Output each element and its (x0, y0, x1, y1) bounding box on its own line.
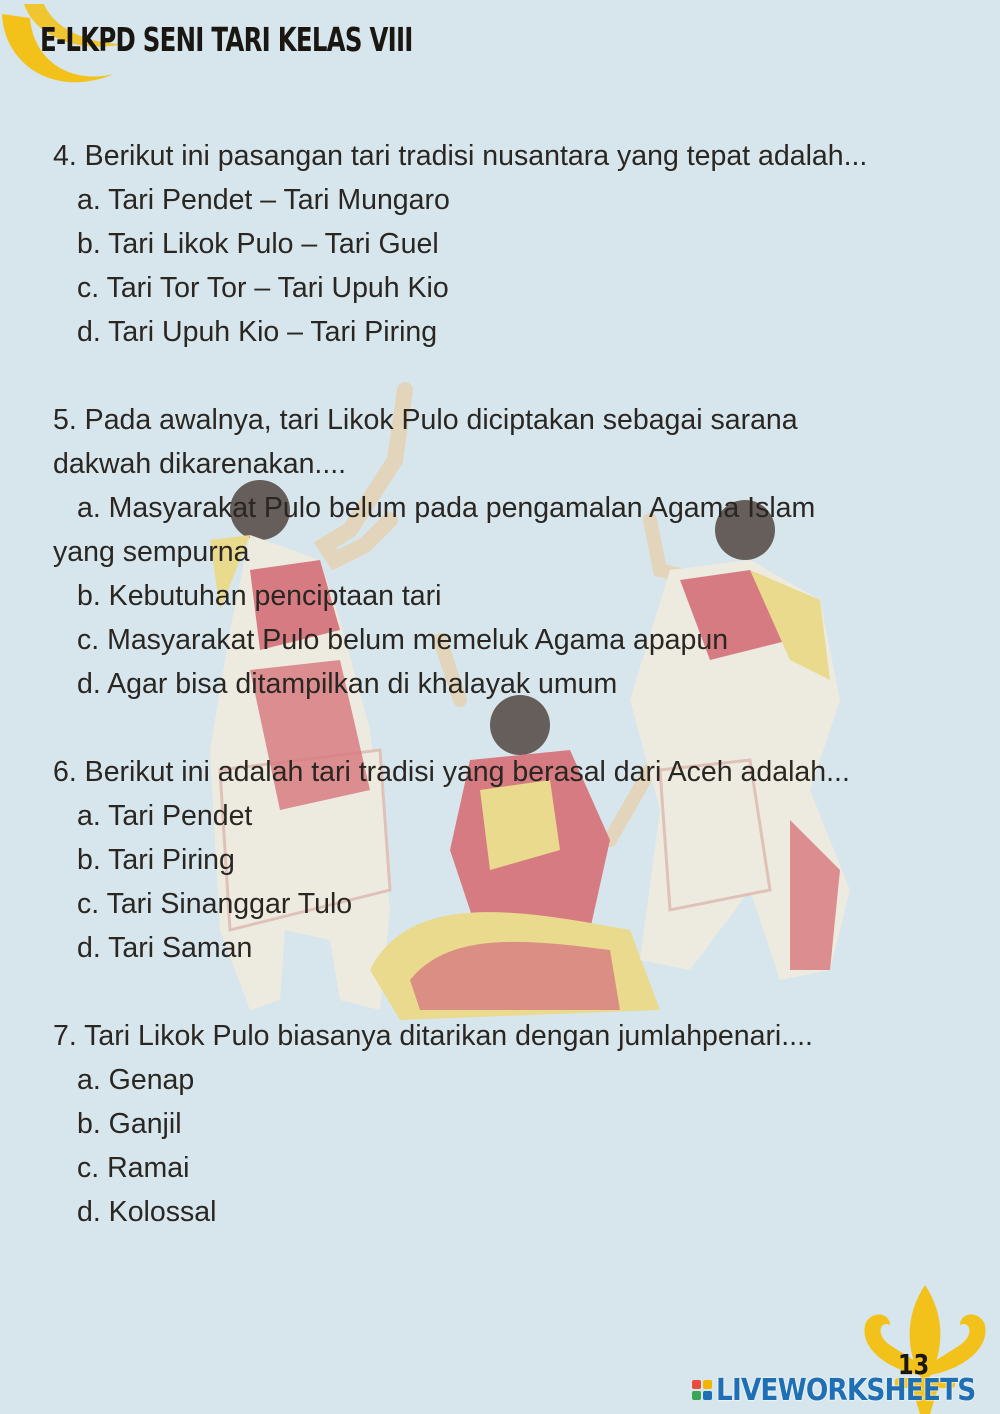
question-list (53, 134, 983, 1278)
question-5-option-d[interactable]: d. Agar bisa ditampilkan di khalayak umum (77, 668, 618, 700)
question-7-option-d[interactable]: d. Kolossal (77, 1196, 217, 1228)
worksheet-title: E-LKPD SENI TARI KELAS VIII (40, 20, 413, 59)
question-5-text (53, 398, 983, 486)
question-7-option-b[interactable]: b. Ganjil (77, 1108, 182, 1140)
question-4-option-a[interactable]: a. Tari Pendet – Tari Mungaro (77, 184, 450, 216)
question-7-option-a[interactable]: a. Genap (77, 1064, 195, 1096)
question-5-option-c[interactable]: c. Masyarakat Pulo belum memeluk Agama apapun (77, 624, 729, 656)
question-6-option-b[interactable]: b. Tari Piring (77, 844, 235, 876)
question-6-option-c[interactable]: c. Tari Sinanggar Tulo (77, 888, 353, 920)
liveworksheets-logo-text: LIVEWORKSHEETS (716, 1372, 976, 1408)
question-5-option-b[interactable]: b. Kebutuhan penciptaan tari (77, 580, 442, 612)
liveworksheets-logo[interactable] (692, 1371, 1000, 1409)
question-6-option-a[interactable]: a. Tari Pendet (77, 800, 253, 832)
question-6-option-d[interactable]: d. Tari Saman (77, 932, 253, 964)
question-6 (53, 750, 983, 970)
question-6-text: 6. Berikut ini adalah tari tradisi yang berasal dari Aceh adalah... (53, 756, 850, 788)
page-number: 13 (898, 1348, 930, 1381)
question-4-text: 4. Berikut ini pasangan tari tradisi nusantara yang tepat adalah... (53, 140, 868, 172)
liveworksheets-grid-icon (692, 1380, 712, 1400)
question-4-option-b[interactable]: b. Tari Likok Pulo – Tari Guel (77, 228, 439, 260)
question-4-option-c[interactable]: c. Tari Tor Tor – Tari Upuh Kio (77, 272, 449, 304)
question-5 (53, 398, 983, 706)
question-5-option-a-continued[interactable]: yang sempurna (53, 536, 250, 568)
question-4-option-d[interactable]: d. Tari Upuh Kio – Tari Piring (77, 316, 438, 348)
question-5-text-line-1: 5. Pada awalnya, tari Likok Pulo diciptakan sebagai sarana (53, 404, 798, 436)
question-5-text-line-2: dakwah dikarenakan.... (53, 448, 347, 480)
question-4 (53, 134, 983, 354)
question-7-text: 7. Tari Likok Pulo biasanya ditarikan dengan jumlahpenari.... (53, 1020, 813, 1052)
question-7-option-c[interactable]: c. Ramai (77, 1152, 190, 1184)
question-7 (53, 1014, 983, 1234)
question-5-option-a[interactable]: a. Masyarakat Pulo belum pada pengamalan Agama Islam (77, 492, 816, 524)
